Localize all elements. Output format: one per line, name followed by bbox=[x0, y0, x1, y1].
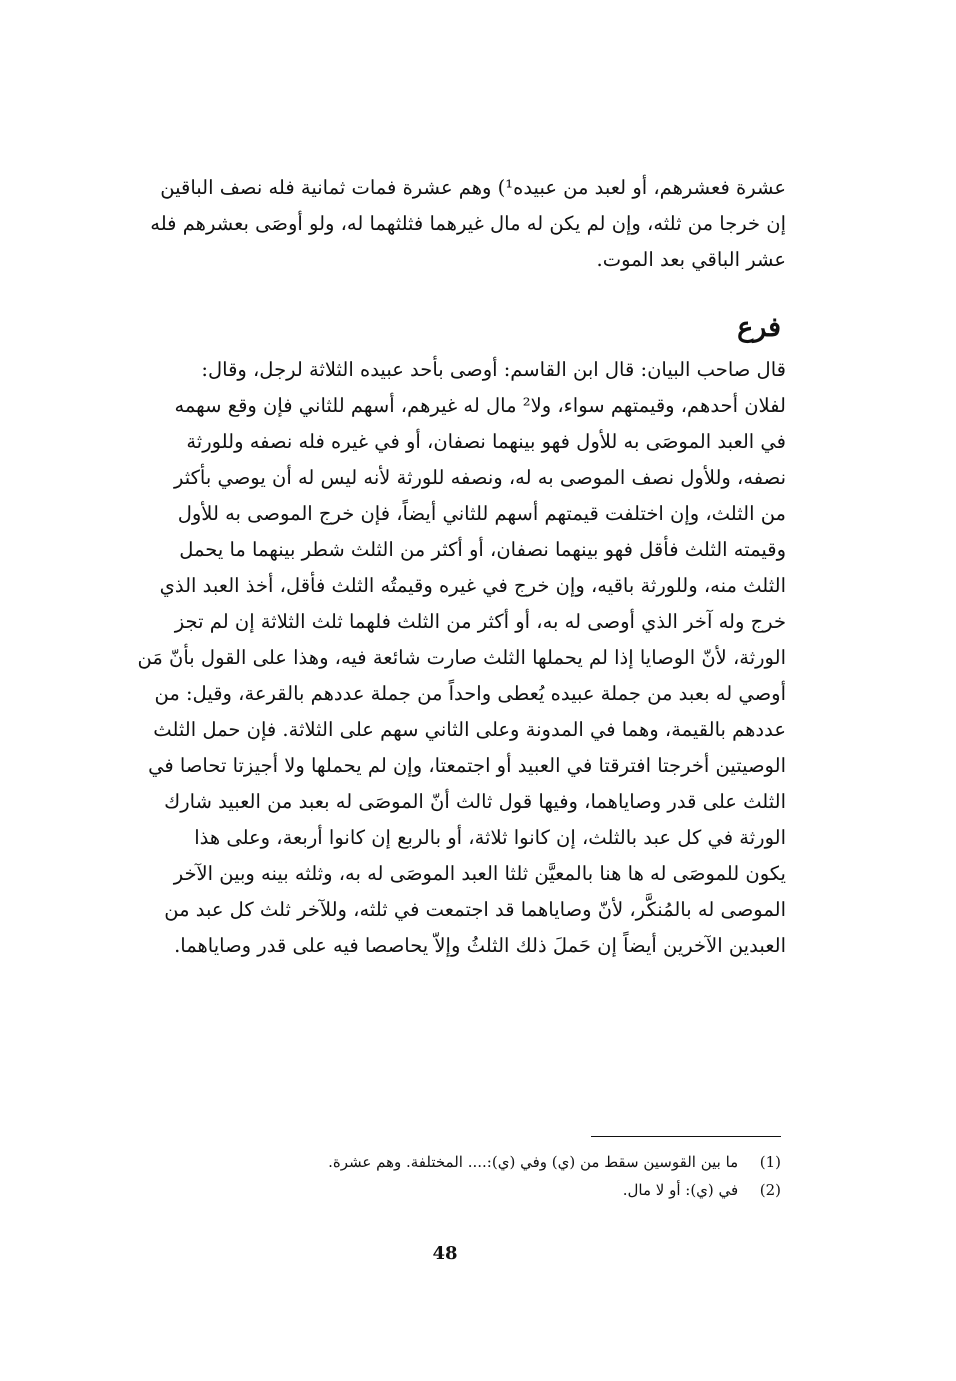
text-line: لفلان أحدهم، وقيمتهم سواء، ولا² مال له غيرهم، أسهم للثاني فإن وقع سهمه bbox=[174, 394, 786, 417]
text-line: الثلث على قدر وصاياهما، وفيها قول ثالث أنّ الموصَى له بعبد من العبيد شارك bbox=[164, 790, 786, 813]
footnote-text: في (ي): أو لا مال. bbox=[622, 1181, 739, 1199]
section-heading: فرع bbox=[737, 312, 781, 343]
text-line: عشرة فعشرهم، أو لعبد من عبيده¹) وهم عشرة فمات ثمانية فله نصف الباقين bbox=[160, 176, 786, 199]
text-line: الورثة في كل عبد بالثلث، إن كانوا ثلاثة، أو بالربع إن كانوا أربعة، وعلى هذا bbox=[194, 826, 786, 849]
text-line: عددهم بالقيمة، وهما في المدونة وعلى الثاني سهم على الثلاثة. فإن حمل الثلث bbox=[153, 718, 786, 741]
paragraph-main bbox=[116, 352, 786, 964]
text-line: الورثة، لأنّ الوصايا إذا لم يحملها الثلث صارت شائعة فيه، وهذا على القول بأنّ مَن bbox=[137, 646, 786, 669]
footnote-number: (2) bbox=[759, 1181, 781, 1199]
paragraph-continuation bbox=[116, 170, 786, 278]
text-line: قال صاحب البيان: قال ابن القاسم: أوصى بأحد عبيده الثلاثة لرجل، وقال: bbox=[201, 358, 786, 381]
footnote bbox=[141, 1148, 781, 1176]
text-line: الموصى له بالمُنكَّر، لأنّ وصاياهما قد اجتمعت في ثلثه، وللآخر ثلث كل عبد من bbox=[164, 898, 786, 921]
text-line: الوصيتين أخرجتا افترقتا في العبيد أو اجتمعتا، وإن لم يحملها ولا أجيزتا تحاصا في bbox=[148, 754, 786, 777]
footnote bbox=[141, 1176, 781, 1204]
text-line: من الثلث، وإن اختلفت قيمتهم أسهم للثاني أيضاً، فإن خرج الموصى به للأول bbox=[177, 502, 786, 525]
footnote-number: (1) bbox=[759, 1153, 781, 1171]
text-line: نصفه، وللأول نصف الموصى به له، ونصفه للورثة لأنه ليس له أن يوصي بأكثر bbox=[174, 466, 786, 489]
footnote-divider bbox=[591, 1136, 781, 1137]
footnote-text: ما بين القوسين سقط من (ي) وفي (ي):.... المختلفة. وهم عشرة. bbox=[328, 1153, 739, 1171]
text-line: عشر الباقي بعد الموت. bbox=[596, 248, 786, 271]
page-number: 48 bbox=[432, 1243, 458, 1264]
text-line: أوصي له بعبد من جملة عبيده يُعطى واحداً من جملة عددهم بالقرعة، وقيل: من bbox=[154, 682, 786, 705]
text-line: في العبد الموصَى به للأول فهو بينهما نصفان، أو في غيره فله نصفه وللورثة bbox=[186, 430, 786, 453]
text-line: إن خرجا من ثلثه، وإن لم يكن له مال غيرهما فثلثهما له، ولو أوصَى بعشرهم فله bbox=[150, 212, 786, 235]
text-line: يكون للموصَى له ها هنا بالمعيَّن ثلثا العبد الموصَى له به، وثلثه بينه وبين الآخر bbox=[173, 862, 786, 885]
text-line: الثلث منه، وللورثة باقيه، وإن خرج في غيره وقيمتُه الثلث فأقل، أخذ العبد الذي bbox=[159, 574, 786, 597]
text-line: خرج وله آخر الذي أوصى له به، أو أكثر من الثلث فلهما ثلث الثلاثة إن لم تجز bbox=[174, 610, 786, 633]
text-line: العبدين الآخرين أيضاً إن حَملَ ذلك الثلثُ وإلاّ يحاصصا فيه على قدر وصاياهما. bbox=[174, 934, 786, 957]
footnotes bbox=[141, 1148, 781, 1204]
text-line: وقيمته الثلث فأقل فهو بينهما نصفان، أو أكثر من الثلث شطر بينهما ما يحمل bbox=[179, 538, 786, 561]
